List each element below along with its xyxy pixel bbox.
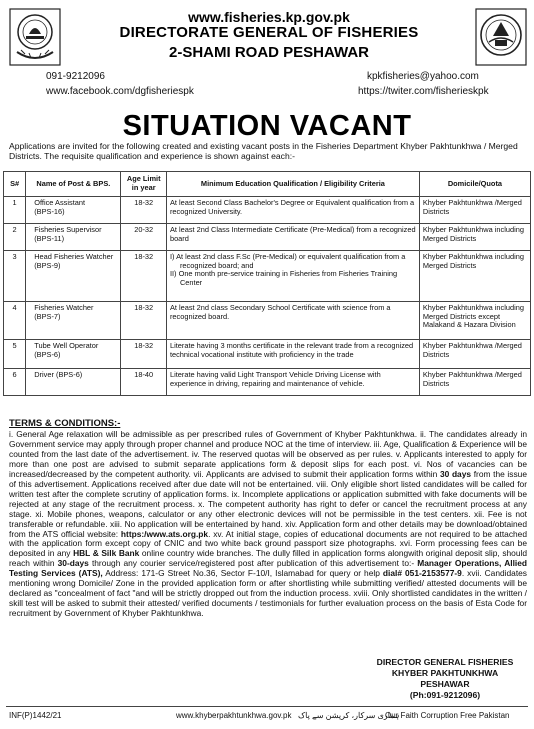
post-bps: (BPS-7) xyxy=(34,311,61,321)
signature-title: DIRECTOR GENERAL FISHERIES xyxy=(376,657,514,667)
terms-bold-ats-address: Manager Operations, Allied Testing Services (ATS), xyxy=(9,558,527,579)
header-department: DIRECTORATE GENERAL OF FISHERIES xyxy=(119,24,419,41)
terms-bold-days: 30-days xyxy=(57,558,89,569)
cell-criteria xyxy=(166,251,419,302)
page-title: SITUATION VACANT xyxy=(122,110,412,142)
cell-age: 18-40 xyxy=(121,369,167,396)
post-name: Fisheries Supervisor xyxy=(34,225,102,234)
ats-website-link[interactable]: https:/www.ats.org.pk xyxy=(120,528,209,539)
post-name: Tube Well Operator xyxy=(34,341,99,350)
cell-domicile: Khyber Pakhtunkhwa /Merged Districts xyxy=(419,197,530,224)
cell-criteria xyxy=(166,302,419,340)
cell-post xyxy=(26,340,121,369)
post-name: Driver (BPS-6) xyxy=(34,370,83,379)
criteria-item: Literate having valid Light Transport Vehicle Driving License with experience in driving, repairing and maintenance of vehicle. xyxy=(169,370,381,388)
intro-paragraph: Applications are invited for the following created and existing vacant posts in the Fisheries Department Khyber Pakhtunkhwa / Merged Districts. The requisite qualification and experience is shown against each:- xyxy=(9,141,518,161)
col-header-post: Name of Post & BPS. xyxy=(26,172,121,197)
table-header-row xyxy=(4,172,531,197)
cell-domicile: Khyber Pakhtunkhwa including Merged Districts xyxy=(419,251,530,302)
header-website[interactable]: www.fisheries.kp.gov.pk xyxy=(188,9,350,25)
col-header-age: Age Limit in year xyxy=(121,172,167,197)
table-row xyxy=(4,302,531,340)
criteria-item: At least 2nd Class Intermediate Certificate (Pre-Medical) from a recognized board xyxy=(169,225,416,243)
footer-slogan: Our Faith Corruption Free Pakistan xyxy=(385,711,510,720)
terms-text: i. General Age relaxation will be admissible as per prescribed rules of Government of Khyber Pakhtunkhwa. ii. The candidates already in Government service may apply through proper channel and produce NOC at the time of interview. iii. Age, Qualification & Experience will be counted from the last date of the advertisement. iv. The reserved quotas will be observed as per rules. v. Applicants interested to apply for more than one post are advised to submit separate applications form & deposit slips for each post. vi. Nos of vacancies can be increased/decreased by the competent authority. vii. Applicants are advised to submit their application forms within xyxy=(9,429,527,479)
cell-age: 18-32 xyxy=(121,251,167,302)
cell-age: 18-32 xyxy=(121,302,167,340)
cell-sno: 2 xyxy=(4,224,26,251)
table-row xyxy=(4,224,531,251)
contact-twitter-link[interactable]: https://twiter.com/fisherieskpk xyxy=(358,86,489,97)
cell-sno: 6 xyxy=(4,369,26,396)
signature-province: KHYBER PAKHTUNKHWA xyxy=(391,668,499,678)
terms-text: from the issue of this advertisement. Applications received after due date will not be entertained. viii. Only eligible short listed candidates will be called for written test after the complete scrutiny of application forms. ix. Incomplete applications or application submitted with fake documents will be rejected at any stage of the recruitment process. x. The competent authority has right to defer or cancel the recruitment process at any stage. xi. Mobile phones, weapons, calculator or any other electronic devices will not be permissible in the test centers. xii. Fee is not transferable or refundable. xiii. No application will be entertained by hand. xiv. Application form and other details may be download/obtained from the ATS official website: xyxy=(9,468,527,539)
signature-phone: (Ph:091-9212096) xyxy=(409,690,481,700)
criteria-item: Literate having 3 months certificate in the relevant trade from a recognized technical vocational institute with proficiency in the trade xyxy=(169,341,414,359)
post-name: Fisheries Watcher xyxy=(34,303,94,312)
cell-criteria xyxy=(166,369,419,396)
cell-sno: 1 xyxy=(4,197,26,224)
terms-text: online country wide branches. The dully filled in application forms alongwith original deposit slip, should reach within xyxy=(9,548,528,569)
cell-post xyxy=(26,369,121,396)
table-row xyxy=(4,369,531,396)
kpk-fisheries-emblem-icon xyxy=(475,8,527,66)
terms-text: . xv. At initial stage, copies of educational documents are not required to be attached with the application form except copy of CNIC and two white back ground passport size photographs. xvi. Form processing fees can be deposited in any xyxy=(9,528,527,559)
col-header-criteria: Minimum Education Qualification / Eligibility Criteria xyxy=(166,172,419,197)
contact-facebook-link[interactable]: www.facebook.com/dgfisheriespk xyxy=(46,86,194,97)
footer-reference: INF(P)1442/21 xyxy=(9,711,62,720)
cell-age: 20-32 xyxy=(121,224,167,251)
terms-text: Address: 171-G Street No.36, Sector F-10/I, Islamabad for query or help xyxy=(102,568,383,579)
cell-sno: 3 xyxy=(4,251,26,302)
signature-city: PESHAWAR xyxy=(420,679,470,689)
post-bps: (BPS-6) xyxy=(34,349,61,359)
terms-heading: TERMS & CONDITIONS:- xyxy=(9,418,121,429)
criteria-item: At least 2nd class Secondary School Certificate with science from a recognized board. xyxy=(169,303,391,321)
terms-bold-phone: dial# 051-2153577-9 xyxy=(382,568,462,579)
cell-sno: 5 xyxy=(4,340,26,369)
cell-age: 18-32 xyxy=(121,197,167,224)
terms-body xyxy=(9,430,527,619)
table-row xyxy=(4,197,531,224)
cell-domicile: Khyber Pakhtunkhwa including Merged Districts xyxy=(419,224,530,251)
footer-divider xyxy=(6,706,528,707)
header-address: 2-SHAMI ROAD PESHAWAR xyxy=(168,44,370,61)
terms-bold-deadline: 30 days xyxy=(439,468,472,479)
criteria-item: At least Second Class Bachelor's Degree or Equivalent qualification from a recognized University. xyxy=(169,198,415,216)
table-row xyxy=(4,340,531,369)
footer-website-link[interactable]: www.khyberpakhtunkhwa.gov.pk xyxy=(176,711,292,720)
cell-post xyxy=(26,251,121,302)
cell-post xyxy=(26,302,121,340)
col-header-sno: S# xyxy=(4,172,26,197)
col-header-domicile: Domicile/Quota xyxy=(419,172,530,197)
vacancy-table xyxy=(3,171,531,396)
post-name: Head Fisheries Watcher xyxy=(34,252,114,261)
terms-text: . xvii. Candidates mentioning wrong Domicile/ Zone in the provided application form or after shortlisting while submitting verified/ attested documents will be declared as "concealment of fact "and will be strictly dropped out from the induction process. xviii. Only shortlisted candidates in the written / skill test will be asked to submit their attested/ verified documents / testimonials for further evaluation process on the basis of Esta Code for recruitment by Government of Khyber Pakhtunkhwa. xyxy=(9,568,528,619)
cell-criteria xyxy=(166,224,419,251)
cell-domicile: Khyber Pakhtunkhwa /Merged Districts xyxy=(419,340,530,369)
cell-post xyxy=(26,197,121,224)
contact-phone: 091-9212096 xyxy=(46,71,105,82)
cell-domicile: Khyber Pakhtunkhwa /Merged Districts xyxy=(419,369,530,396)
contact-email-link[interactable]: kpkfisheries@yahoo.com xyxy=(367,71,479,82)
terms-bold-banks: HBL & Silk Bank xyxy=(73,548,140,559)
cell-post xyxy=(26,224,121,251)
footer-urdu-slogan: ہماری سرکار، کرپشن سے پاک xyxy=(298,711,400,720)
kpk-govt-seal-icon xyxy=(9,8,61,66)
post-bps: (BPS-16) xyxy=(34,206,65,216)
table-row xyxy=(4,251,531,302)
terms-text: through any courier service/registered post after publication of this advertisement to:- xyxy=(88,558,418,569)
cell-domicile: Khyber Pakhtunkhwa including Merged Districts except Malakand & Hazara Division xyxy=(419,302,530,340)
post-bps: (BPS-11) xyxy=(34,233,65,243)
cell-criteria xyxy=(166,197,419,224)
criteria-item: I) At least 2nd class F.Sc (Pre-Medical) or equivalent qualification from a recognized board; and xyxy=(169,252,406,270)
cell-sno: 4 xyxy=(4,302,26,340)
post-bps: (BPS-9) xyxy=(34,260,61,270)
post-name: Office Assistant xyxy=(34,198,86,207)
cell-criteria xyxy=(166,340,419,369)
cell-age: 18-32 xyxy=(121,340,167,369)
criteria-item: II) One month pre-service training in Fisheries from Fisheries Training Center xyxy=(169,269,398,287)
